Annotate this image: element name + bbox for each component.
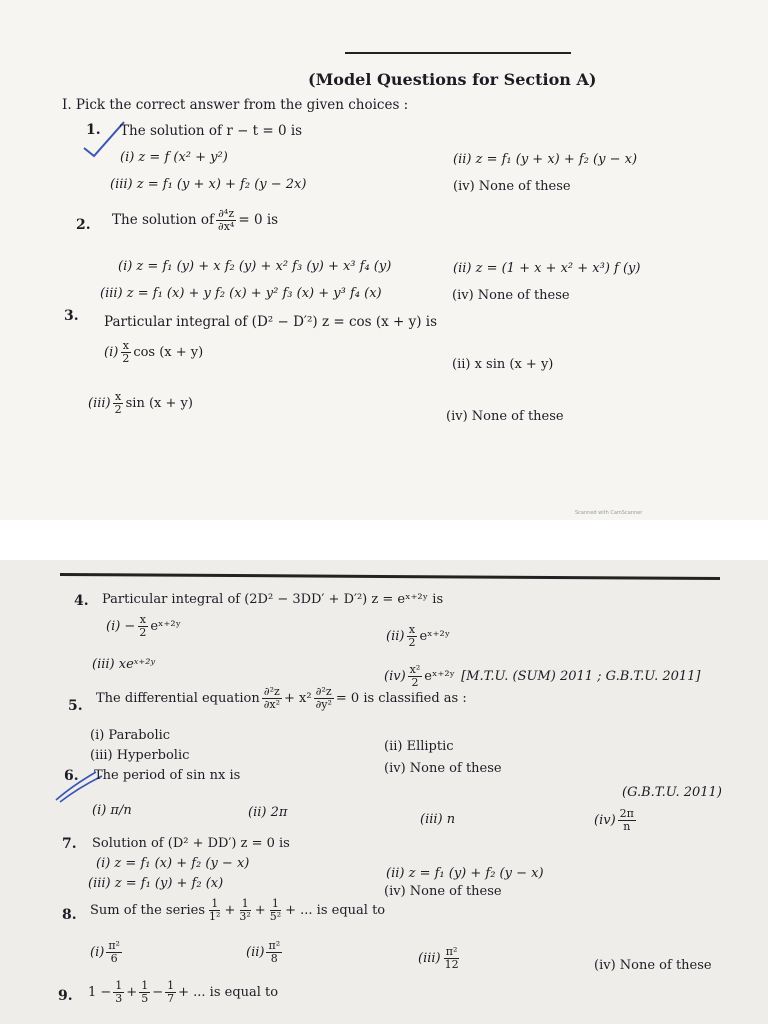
q2-option-2: (ii) z = (1 + x + x² + x³) f (y) xyxy=(453,261,641,276)
q7-option-1: (i) z = f₁ (x) + f₂ (y − x) xyxy=(96,856,250,871)
q4-text: Particular integral of (2D² − 3DD′ + D′²) z = eˣ⁺²ʸ is xyxy=(102,592,444,607)
q6-option-1: (i) π/n xyxy=(92,803,132,818)
q5-fraction-1 xyxy=(262,686,282,710)
q9-text: 1 − $\frac{1}{3}$ + $\frac{1}{5}$ − $\frac{1}{7}$ + ... is equal to xyxy=(88,979,279,1005)
q6-option-4 xyxy=(594,808,638,832)
q3-option-3-fraction xyxy=(113,391,124,415)
q8-option-2 xyxy=(246,940,284,964)
q5-text-before: The differential equation xyxy=(96,690,260,706)
q8-option-3-label: (iii) xyxy=(418,950,441,966)
q8-option-3 xyxy=(418,946,463,970)
q2-fraction xyxy=(216,208,236,232)
q3-option-1 xyxy=(104,340,203,364)
q5-fraction-1-denominator: ∂x² xyxy=(263,697,281,711)
q1-text: The solution of r − t = 0 is xyxy=(120,123,303,139)
q8-text-after: + ... is equal to xyxy=(285,902,386,918)
q2-text-before: The solution of xyxy=(112,212,215,229)
q3-option-3-tail: sin (x + y) xyxy=(125,395,193,411)
q8-term-3: $\frac{1}{\text{5²}}$ xyxy=(269,897,282,923)
q4-option-2-denominator: 2 xyxy=(408,635,416,649)
q8-option-4: (iv) None of these xyxy=(594,958,712,973)
q7-option-2: (ii) z = f₁ (y) + f₂ (y − x) xyxy=(386,866,544,881)
q3-option-1-numerator: x xyxy=(122,339,129,352)
q4-option-1-label: (i) − xyxy=(106,618,136,634)
q7-text: Solution of (D² + DD′) z = 0 is xyxy=(92,836,290,851)
q8-option-3-denominator: 12 xyxy=(444,957,459,971)
q8-option-3-fraction xyxy=(443,946,461,970)
q8-option-2-fraction xyxy=(266,940,282,964)
q9-number: 9. xyxy=(58,988,73,1004)
q8-option-1 xyxy=(90,940,124,964)
q5-option-3: (iii) Hyperbolic xyxy=(90,748,190,763)
q8-option-1-label: (i) xyxy=(90,944,105,960)
q5-text xyxy=(96,686,467,710)
q5-fraction-1-numerator: ∂²z xyxy=(263,685,280,698)
q8-option-2-numerator: π² xyxy=(268,939,281,952)
q6-number: 6. xyxy=(64,768,79,784)
q4-option-2-tail: eˣ⁺²ʸ xyxy=(419,628,451,644)
q8-text: Sum of the series $\frac{1}{\text{1²}}$ + $\frac{1}{\text{3²}}$ + $\frac{1}{\text{5²}}$ + ... is equal to xyxy=(90,897,386,923)
q8-option-2-denominator: 8 xyxy=(270,951,278,965)
q3-option-4: (iv) None of these xyxy=(446,409,564,424)
q1-number: 1. xyxy=(86,122,101,138)
q8-number: 8. xyxy=(62,907,77,923)
q1-option-1: (i) z = f (x² + y²) xyxy=(120,150,228,165)
q4-option-1-denominator: 2 xyxy=(139,625,147,639)
q6-option-3: (iii) n xyxy=(420,812,456,827)
q2-option-3: (iii) z = f₁ (x) + y f₂ (x) + y² f₃ (x) + y³ f₄ (x) xyxy=(100,286,382,301)
q5-fraction-2-numerator: ∂²z xyxy=(315,685,332,698)
q8-term-2: $\frac{1}{\text{3²}}$ xyxy=(239,897,251,923)
q5-middle-term: + x² xyxy=(284,690,312,706)
q9-term-1: $\frac{1}{3}$ xyxy=(115,979,123,1005)
q6-reference: (G.B.T.U. 2011) xyxy=(622,785,722,800)
q6-option-4-denominator: n xyxy=(623,819,631,833)
q6-option-2: (ii) 2π xyxy=(248,805,288,820)
bottom-rule xyxy=(60,573,720,580)
q2-text xyxy=(112,208,278,232)
q8-term-1: $\frac{1}{\text{1²}}$ xyxy=(209,897,221,923)
q5-option-4: (iv) None of these xyxy=(384,761,502,776)
q3-option-1-label: (i) xyxy=(104,344,119,360)
q8-text-before: Sum of the series xyxy=(90,902,206,918)
q2-text-after: = 0 is xyxy=(238,212,279,229)
q4-option-4 xyxy=(384,664,701,688)
q3-option-3-numerator: x xyxy=(115,390,122,403)
q8-option-1-fraction xyxy=(106,940,122,964)
q9-text-after: + ... is equal to xyxy=(178,984,279,1000)
q8-option-2-label: (ii) xyxy=(246,944,265,960)
q2-option-1: (i) z = f₁ (y) + x f₂ (y) + x² f₃ (y) + x³ f₄ (y) xyxy=(118,259,392,274)
q4-option-4-fraction xyxy=(408,664,423,688)
q1-option-3: (iii) z = f₁ (y + x) + f₂ (y − 2x) xyxy=(110,177,307,192)
q2-option-4: (iv) None of these xyxy=(452,288,570,303)
q4-option-2 xyxy=(386,624,450,648)
scanner-watermark: Scanned with CamScanner xyxy=(575,510,643,516)
q8-option-1-numerator: π² xyxy=(108,939,120,952)
q3-option-1-denominator: 2 xyxy=(122,351,130,365)
q2-fraction-numerator: ∂⁴z xyxy=(218,207,235,220)
q4-option-1 xyxy=(106,614,181,638)
q3-option-1-fraction xyxy=(120,340,131,364)
q4-reference: [M.T.U. (SUM) 2011 ; G.B.T.U. 2011] xyxy=(461,668,701,684)
q4-option-2-fraction xyxy=(406,624,417,648)
q3-option-2: (ii) x sin (x + y) xyxy=(452,357,554,372)
q4-option-2-numerator: x xyxy=(408,623,416,636)
q9-term-2: $\frac{1}{5}$ xyxy=(141,979,149,1005)
q5-number: 5. xyxy=(68,698,83,714)
section-title: I. Pick the correct answer from the given choices : xyxy=(62,97,409,113)
q7-option-4: (iv) None of these xyxy=(384,884,502,899)
q1-option-4: (iv) None of these xyxy=(453,179,571,194)
q3-option-3-denominator: 2 xyxy=(114,402,122,416)
q3-option-3-label: (iii) xyxy=(88,395,111,411)
q6-option-4-fraction xyxy=(618,808,636,832)
q4-option-4-label: (iv) xyxy=(384,668,406,684)
q3-text: Particular integral of (D² − D′²) z = cos (x + y) is xyxy=(104,314,438,330)
q6-option-4-numerator: 2π xyxy=(619,807,634,820)
q9-text-start: 1 − xyxy=(88,984,112,1000)
q2-fraction-denominator: ∂x⁴ xyxy=(218,219,235,233)
q4-option-4-numerator: x² xyxy=(409,663,421,676)
q4-option-1-fraction xyxy=(137,614,148,638)
q4-option-1-tail: eˣ⁺²ʸ xyxy=(150,618,182,634)
q4-option-2-label: (ii) xyxy=(386,628,405,644)
q4-option-3: (iii) xeˣ⁺²ʸ xyxy=(92,657,156,672)
q1-option-2: (ii) z = f₁ (y + x) + f₂ (y − x) xyxy=(453,152,638,167)
q4-number: 4. xyxy=(74,593,89,609)
q6-option-4-label: (iv) xyxy=(594,812,616,828)
q5-option-1: (i) Parabolic xyxy=(90,728,171,743)
q5-fraction-2 xyxy=(314,686,334,710)
q3-option-3 xyxy=(88,391,193,415)
q5-option-2: (ii) Elliptic xyxy=(384,739,454,754)
q4-option-1-numerator: x xyxy=(139,613,146,626)
q4-option-4-denominator: 2 xyxy=(411,675,419,689)
q3-option-1-tail: cos (x + y) xyxy=(133,344,204,360)
q4-option-4-tail: eˣ⁺²ʸ xyxy=(424,668,456,684)
q5-fraction-2-denominator: ∂y² xyxy=(315,697,332,711)
q9-term-3: $\frac{1}{7}$ xyxy=(167,979,175,1005)
q2-number: 2. xyxy=(76,217,91,233)
top-rule xyxy=(345,52,571,54)
bottom-page xyxy=(0,560,768,1024)
q6-text: The period of sin nx is xyxy=(94,768,241,783)
q5-text-after: = 0 is classified as : xyxy=(335,690,467,706)
q3-number: 3. xyxy=(64,308,79,324)
q7-number: 7. xyxy=(62,836,77,852)
q8-option-3-numerator: π² xyxy=(445,945,458,958)
q8-option-1-denominator: 6 xyxy=(110,951,118,965)
section-heading: (Model Questions for Section A) xyxy=(308,70,597,89)
q7-option-3: (iii) z = f₁ (y) + f₂ (x) xyxy=(88,876,224,891)
